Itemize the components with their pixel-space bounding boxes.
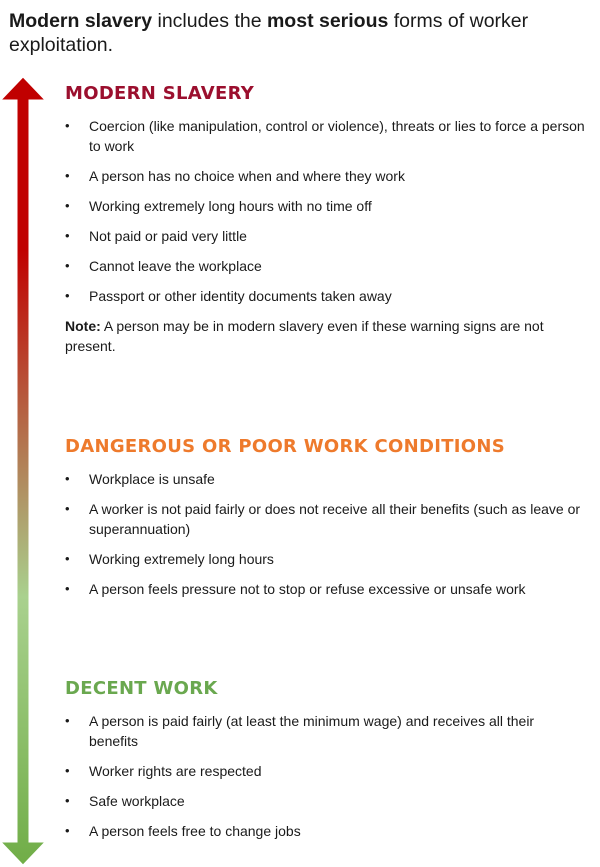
decent-work-section (65, 678, 585, 851)
intro-text-part1: includes the (152, 10, 267, 32)
list-item: • Passport or other identity documents taken away (65, 286, 585, 306)
decent-work-heading: DECENT WORK (65, 678, 218, 699)
list-item: • A person is paid fairly (at least the minimum wage) and receives all their benefits (65, 711, 585, 751)
list-item: • A worker is not paid fairly or does not receive all their benefits (such as leave or superannuation) (65, 499, 585, 539)
list-item: • A person feels pressure not to stop or refuse excessive or unsafe work (65, 579, 585, 599)
list-item: • Safe workplace (65, 791, 585, 811)
intro-text (9, 9, 589, 57)
note-label: Note: (65, 318, 101, 334)
severity-double-arrow (0, 75, 50, 867)
note-body: A person may be in modern slavery even if these warning signs are not present. (65, 318, 544, 354)
list-item: • A person feels free to change jobs (65, 821, 585, 841)
note-text (65, 316, 585, 356)
list-item: • Worker rights are respected (65, 761, 585, 781)
intro-bold-modern-slavery: Modern slavery (9, 10, 153, 32)
modern-slavery-list (65, 116, 585, 306)
arrow-shape (1, 77, 45, 865)
modern-slavery-section (65, 83, 585, 356)
list-item: • Workplace is unsafe (65, 469, 585, 489)
list-item: • Not paid or paid very little (65, 226, 585, 246)
modern-slavery-heading: MODERN SLAVERY (65, 83, 255, 104)
list-item: • Coercion (like manipulation, control or violence), threats or lies to force a person to work (65, 116, 585, 156)
decent-work-list (65, 711, 585, 841)
list-item: • Working extremely long hours (65, 549, 585, 569)
list-item: • Cannot leave the workplace (65, 256, 585, 276)
intro-bold-most-serious: most serious (266, 10, 389, 32)
list-item: • A person has no choice when and where they work (65, 166, 585, 186)
dangerous-conditions-list (65, 469, 585, 599)
list-item: • Working extremely long hours with no time off (65, 196, 585, 216)
intro-text-part2: forms of worker exploitation. (9, 10, 529, 56)
dangerous-conditions-section (65, 436, 585, 609)
dangerous-conditions-heading: DANGEROUS OR POOR WORK CONDITIONS (65, 436, 506, 457)
